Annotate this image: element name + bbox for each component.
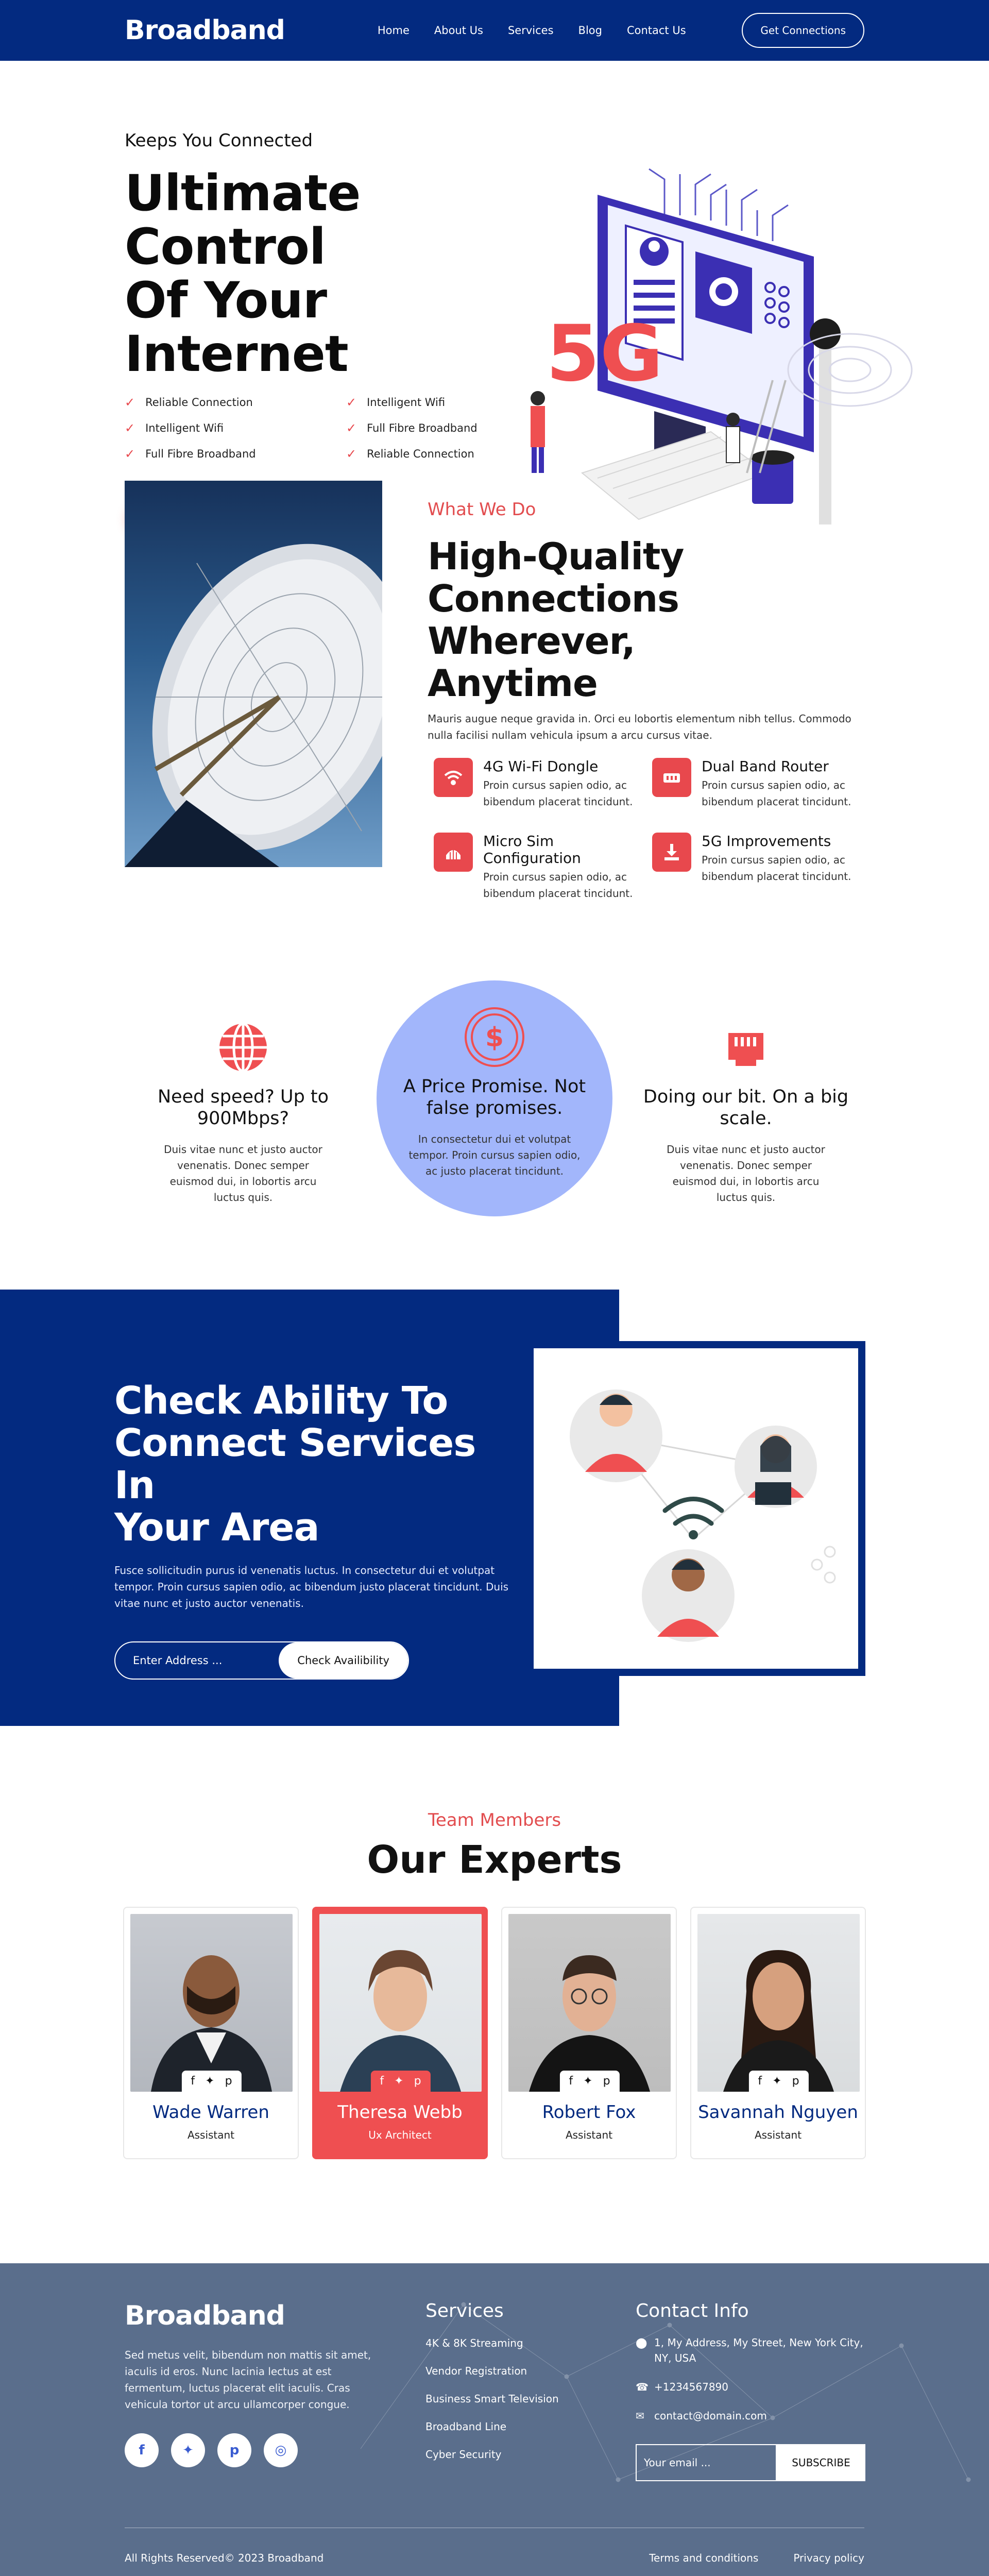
check-icon: ✓ <box>346 395 357 410</box>
feature-scale: Doing our bit. On a big scale. Duis vitae nunc et justo auctor venenatis. Donec semper euismod dui, in lobortis arcu luctus quis. <box>638 1022 854 1206</box>
member-role: Assistant <box>754 2129 802 2141</box>
service-item: 4G Wi-Fi Dongle Proin cursus sapien odio, ac bibendum placerat tincidunt. <box>434 758 652 810</box>
sim-icon <box>434 833 473 872</box>
team-grid <box>0 1907 989 2159</box>
member-photo <box>319 1914 482 2092</box>
phone-icon: ☎ <box>636 2381 649 2393</box>
check-icon: ✓ <box>125 421 135 435</box>
member-name: Robert Fox <box>542 2102 636 2123</box>
check-icon: ✓ <box>125 395 135 410</box>
brand-logo[interactable]: Broadband <box>125 15 285 46</box>
facebook-icon[interactable]: f <box>758 2075 762 2088</box>
location-pin-icon: ⬤ <box>636 2336 647 2349</box>
twitter-icon[interactable]: ✦ <box>583 2075 593 2088</box>
member-role: Assistant <box>565 2129 613 2141</box>
contact-phone[interactable]: ☎ +1234567890 <box>636 2379 865 2395</box>
copyright-text: All Rights Reserved© 2023 Broadband <box>125 2552 324 2564</box>
download-icon <box>652 833 691 872</box>
member-name: Savannah Nguyen <box>698 2102 858 2123</box>
member-social-links <box>181 2071 241 2092</box>
pinterest-icon[interactable]: p <box>414 2075 421 2088</box>
facebook-icon[interactable]: f <box>125 2433 159 2467</box>
what-we-do-section <box>0 481 989 980</box>
check-area-title: Check Ability To Connect Services In Your Area <box>114 1379 476 1550</box>
feature-speed: Need speed? Up to 900Mbps? Duis vitae nunc et justo auctor venenatis. Donec semper euismod dui, in lobortis arcu luctus quis. <box>135 1022 351 1206</box>
footer-services-title: Services <box>425 2300 504 2321</box>
experts-title: Our Experts <box>367 1838 622 1882</box>
member-role: Ux Architect <box>368 2129 432 2141</box>
service-item: Micro Sim Configuration Proin cursus sapien odio, ac bibendum placerat tincidunt. <box>434 833 652 902</box>
member-social-links <box>748 2071 808 2092</box>
instagram-icon[interactable]: ◎ <box>264 2433 298 2467</box>
hero-feature: ✓ Full Fibre Broadband <box>346 421 478 435</box>
email-input[interactable]: Your email ... <box>636 2444 777 2481</box>
footer-service-link[interactable]: Broadband Line <box>425 2420 507 2433</box>
team-card[interactable] <box>501 1907 677 2159</box>
ethernet-icon <box>638 1022 854 1073</box>
member-photo <box>130 1914 293 2092</box>
footer-bottom-bar <box>125 2552 864 2564</box>
newsletter-form <box>636 2444 865 2481</box>
nav-link-contact[interactable]: Contact Us <box>626 24 686 37</box>
member-social-links <box>559 2071 619 2092</box>
address-input[interactable]: Enter Address ... <box>133 1654 223 1667</box>
footer-contact-title: Contact Info <box>636 2300 749 2321</box>
twitter-icon[interactable]: ✦ <box>772 2075 782 2088</box>
footer-about-text: Sed metus velit, bibendum non mattis sit amet, iaculis id eros. Nunc lacinia lectus at est fermentum, luctus placerat elit iaculis. Cras vehicula tortor ut arcu ullamcorper congue. <box>125 2349 371 2411</box>
footer-service-link[interactable]: Vendor Registration <box>425 2365 527 2377</box>
dollar-icon <box>386 1011 603 1063</box>
svg-text:$: $ <box>485 1022 504 1053</box>
hero-feature: ✓ Intelligent Wifi <box>125 421 224 435</box>
top-navbar <box>0 0 989 61</box>
experts-section <box>0 1810 989 2263</box>
what-we-do-title: High-Quality Connections Wherever, Anytime <box>428 535 684 705</box>
footer-services <box>425 2300 559 2461</box>
pinterest-icon[interactable]: p <box>792 2075 799 2088</box>
pinterest-icon[interactable]: p <box>603 2075 610 2088</box>
hero-feature: ✓ Full Fibre Broadband <box>125 447 256 461</box>
facebook-icon[interactable]: f <box>191 2075 195 2088</box>
hero-section <box>0 61 989 481</box>
terms-link[interactable]: Terms and conditions <box>649 2552 759 2564</box>
service-list <box>434 758 865 902</box>
team-card[interactable] <box>123 1907 299 2159</box>
member-name: Theresa Webb <box>337 2102 463 2123</box>
member-social-links <box>370 2071 430 2092</box>
subscribe-button[interactable]: SUBSCRIBE <box>777 2444 865 2481</box>
member-photo <box>508 1914 671 2092</box>
check-icon: ✓ <box>346 421 357 435</box>
footer-service-link[interactable]: 4K & 8K Streaming <box>425 2337 523 2349</box>
nav-link-home[interactable]: Home <box>377 24 410 37</box>
hero-eyebrow: Keeps You Connected <box>125 130 313 151</box>
facebook-icon[interactable]: f <box>569 2075 573 2088</box>
check-area-text: Fusce sollicitudin purus id venenatis luctus. In consectetur dui et volutpat tempor. Proin cursus sapien odio, ac bibendum justo placerat tincidunt. Duis vitae nunc et justo auctor venenatis. <box>114 1564 509 1609</box>
5g-label: 5G <box>546 309 663 399</box>
footer-service-link[interactable]: Cyber Security <box>425 2448 502 2461</box>
site-footer <box>0 2263 989 2576</box>
main-menu <box>378 24 686 37</box>
check-icon: ✓ <box>346 447 357 461</box>
router-icon <box>652 758 691 797</box>
check-area-section <box>0 1290 989 1810</box>
features-section <box>0 980 989 1290</box>
footer-social-links <box>125 2433 382 2467</box>
service-item: Dual Band Router Proin cursus sapien odio, ac bibendum placerat tincidunt. <box>652 758 868 810</box>
connection-illustration <box>526 1341 865 1676</box>
wifi-icon <box>434 758 473 797</box>
globe-icon <box>135 1022 351 1073</box>
check-availibility-button[interactable]: Check Availibility <box>279 1642 408 1679</box>
team-card[interactable] <box>312 1907 488 2159</box>
member-role: Assistant <box>187 2129 235 2141</box>
privacy-link[interactable]: Privacy policy <box>793 2552 864 2564</box>
nav-link-about[interactable]: About Us <box>434 24 483 37</box>
hero-feature: ✓ Reliable Connection <box>346 447 474 461</box>
hero-title: Ultimate Control Of Your Internet <box>125 164 361 383</box>
member-name: Wade Warren <box>152 2102 269 2123</box>
satellite-dish-image <box>125 481 382 867</box>
what-we-do-eyebrow: What We Do <box>428 499 536 520</box>
footer-contact <box>636 2300 865 2481</box>
envelope-icon: ✉ <box>636 2410 644 2422</box>
team-card[interactable] <box>690 1907 866 2159</box>
contact-address: ⬤ 1, My Address, My Street, New York City, NY, USA <box>636 2335 865 2366</box>
contact-email[interactable]: ✉ contact@domain.com <box>636 2408 865 2424</box>
member-photo <box>697 1914 860 2092</box>
hero-feature: ✓ Reliable Connection <box>125 395 253 410</box>
pinterest-icon[interactable]: p <box>217 2433 251 2467</box>
experts-eyebrow: Team Members <box>428 1810 561 1831</box>
what-we-do-text: Mauris augue neque gravida in. Orci eu lobortis elementum nibh tellus. Commodo nulla facilisi nullam vehicula ipsum a arcu cursus vitae. <box>428 713 851 741</box>
twitter-icon[interactable]: ✦ <box>394 2075 404 2088</box>
pinterest-icon[interactable]: p <box>225 2075 232 2088</box>
get-connections-button[interactable]: Get Connections <box>742 13 864 48</box>
check-icon: ✓ <box>125 447 135 461</box>
service-item: 5G Improvements Proin cursus sapien odio, ac bibendum placerat tincidunt. <box>652 833 868 902</box>
footer-logo[interactable]: Broadband <box>125 2300 285 2331</box>
hero-feature-list <box>125 395 547 461</box>
address-form <box>114 1641 409 1680</box>
twitter-icon[interactable]: ✦ <box>171 2433 205 2467</box>
facebook-icon[interactable]: f <box>380 2075 384 2088</box>
footer-service-link[interactable]: Business Smart Television <box>425 2393 559 2405</box>
nav-link-blog[interactable]: Blog <box>578 24 602 37</box>
twitter-icon[interactable]: ✦ <box>205 2075 215 2088</box>
feature-price: $ A Price Promise. Not false promises. In consectetur dui et volutpat tempor. Proin cursus sapien odio, ac justo placerat tincidunt. <box>386 1011 603 1179</box>
nav-link-services[interactable]: Services <box>507 24 554 37</box>
hero-feature: ✓ Intelligent Wifi <box>346 395 446 410</box>
